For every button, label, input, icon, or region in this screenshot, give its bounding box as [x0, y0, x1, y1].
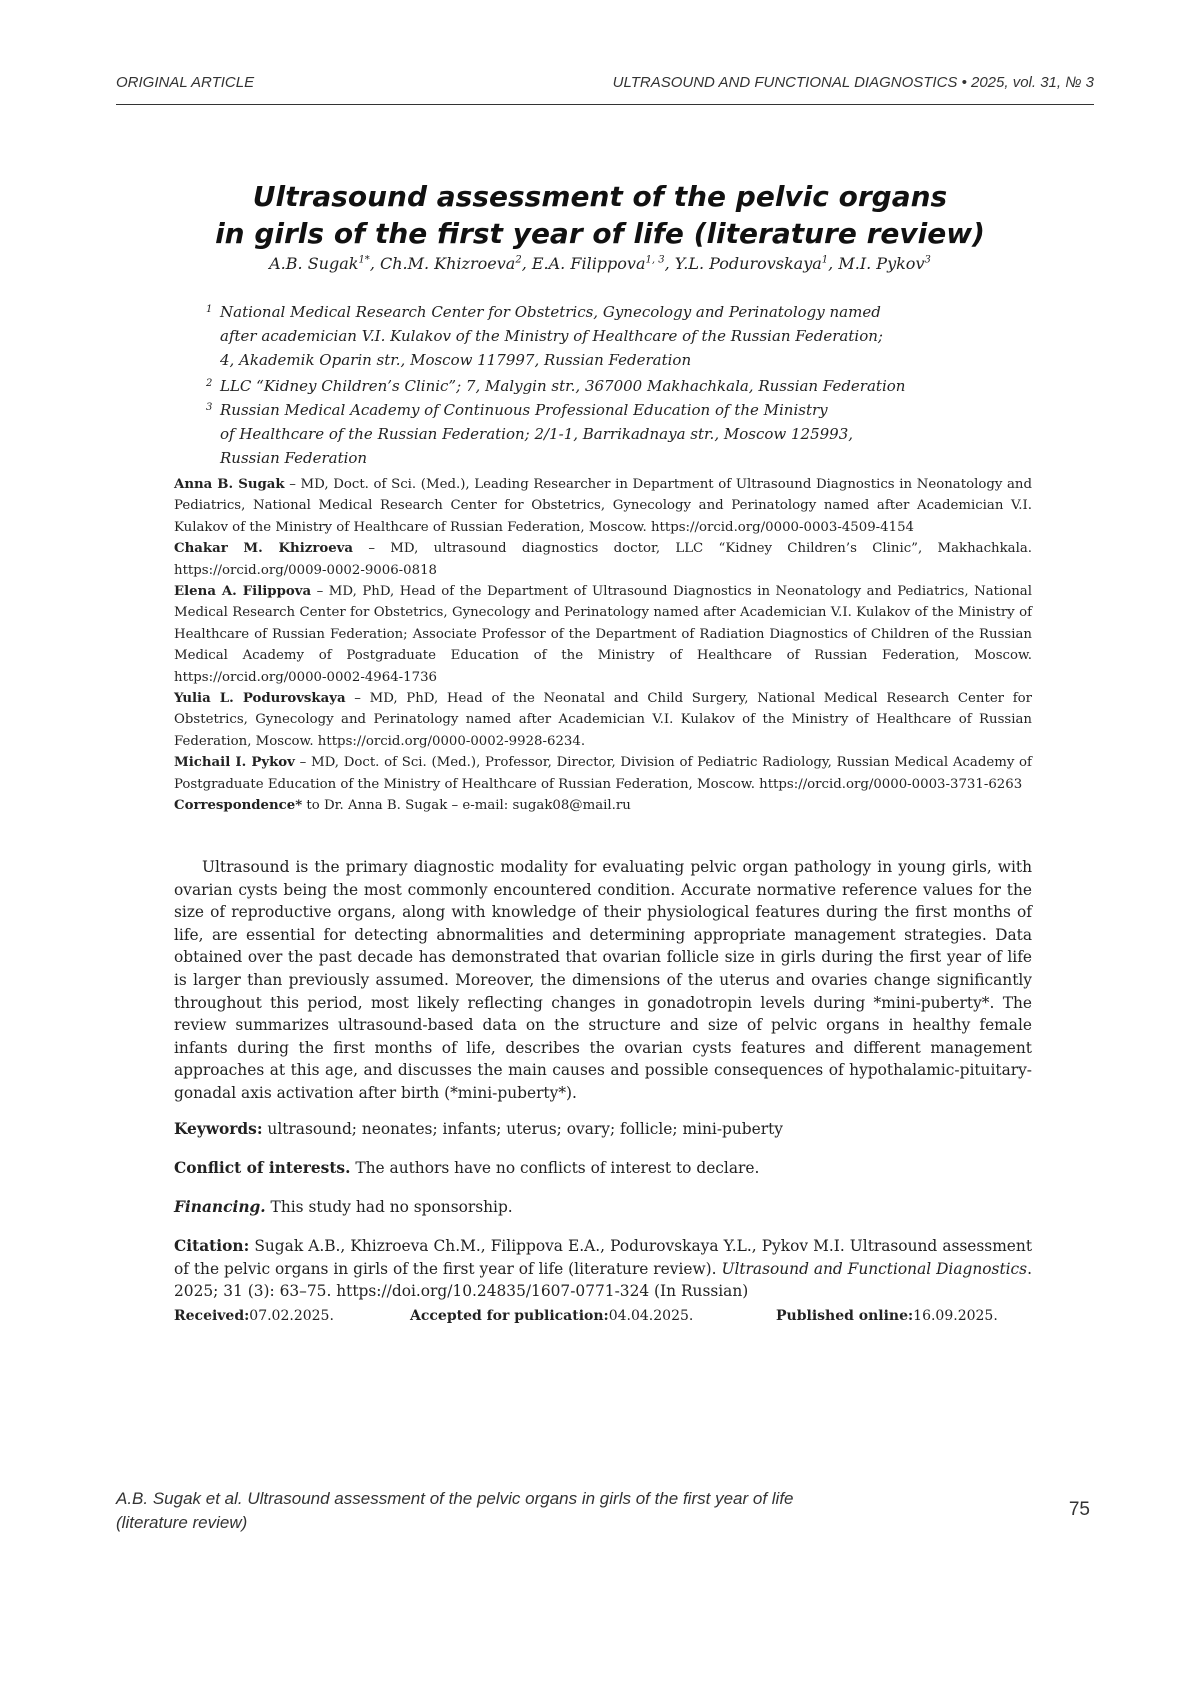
keywords-label: Keywords:: [174, 1120, 263, 1138]
title-line-2: in girls of the first year of life (literature review): [0, 215, 1200, 252]
author: E.A. Filippova: [532, 254, 646, 273]
bio-name: Michail I. Pykov: [174, 755, 295, 770]
affiliation-line: Russian Federation: [220, 446, 1020, 470]
author-sup: 1, 3: [646, 255, 665, 266]
correspondence: [174, 795, 1032, 816]
bio-name: Yulia L. Podurovskaya: [174, 691, 346, 706]
affiliation-3: [220, 398, 1020, 470]
conflict-text: The authors have no conflicts of interest to declare.: [350, 1159, 759, 1177]
bio-text: – MD, PhD, Head of the Neonatal and Child Surgery, National Medical Research Center for Obstetrics, Gynecology and Perinatology named after Academician V.I. Kulakov of the Ministry of Healthcare of Russian Federation, Moscow. https://orcid.org/0000-0002-9928-6234.: [174, 691, 1032, 749]
bio-text: – MD, Doct. of Sci. (Med.), Professor, Director, Division of Pediatric Radiology, Russian Medical Academy of Postgraduate Education of the Ministry of Healthcare of Russian Federation, Moscow. https://orcid.org/0000-0003-3731-6263: [174, 755, 1032, 791]
bio-text: – MD, Doct. of Sci. (Med.), Leading Researcher in Department of Ultrasound Diagnostics in Neonatology and Pediatrics, National Medical Research Center for Obstetrics, Gynecology and Perinatology named after Academician V.I. Kulakov of the Ministry of Healthcare of Russian Federation, Moscow. https://orcid.org/0000-0003-4509-4154: [174, 477, 1032, 535]
received-value: 07.02.2025.: [249, 1308, 334, 1324]
financing-text: This study had no sponsorship.: [266, 1198, 513, 1216]
citation-text-tail: . 2025; 31 (3): 63–75. https://doi.org/10.24835/1607-0771-324 (In Russian): [174, 1260, 1032, 1301]
affiliation-number: 3: [206, 396, 212, 420]
affiliation-number: 1: [206, 298, 212, 322]
citation: [174, 1235, 1032, 1303]
author-sup: 3: [924, 255, 930, 266]
footer-line-2: (literature review): [116, 1511, 794, 1535]
published-value: 16.09.2025.: [913, 1308, 998, 1324]
affiliation-line: of Healthcare of the Russian Federation; 2/1-1, Barrikadnaya str., Moscow 125993,: [220, 422, 1020, 446]
author-sup: 1: [822, 255, 828, 266]
citation-journal: Ultrasound and Functional Diagnostics: [721, 1260, 1027, 1278]
financing: [174, 1196, 1032, 1219]
correspondence-label: Correspondence*: [174, 798, 302, 813]
bio-name: Elena A. Filippova: [174, 584, 311, 599]
accepted-label: Accepted for publication:: [410, 1308, 609, 1324]
author: Y.L. Podurovskaya: [675, 254, 822, 273]
published-date: [776, 1308, 913, 1324]
received-label: Received:: [174, 1308, 249, 1324]
affiliation-number: 2: [206, 372, 212, 396]
accepted-value: 04.04.2025.: [609, 1308, 694, 1324]
running-footer: [116, 1487, 794, 1535]
citation-text: Sugak A.B., Khizroeva Ch.M., Filippova E.A., Podurovskaya Y.L., Pykov M.I. Ultrasound assessment of the pelvic organs in girls of the first year of life (literature review).: [174, 1237, 1032, 1278]
author: A.B. Sugak: [269, 254, 358, 273]
author: M.I. Pykov: [838, 254, 924, 273]
received-date: [174, 1308, 249, 1324]
bio: [174, 752, 1032, 795]
bio-text: – MD, PhD, Head of the Department of Ultrasound Diagnostics in Neonatology and Pediatrics, National Medical Research Center for Obstetrics, Gynecology and Perinatology named after Academician V.I. Kulakov of the Ministry of Healthcare of Russian Federation; Associate Professor of the Department of Radiation Diagnostics of Children of the Russian Medical Academy of Postgraduate Education of the Ministry of Healthcare of Russian Federation, Moscow. https://orcid.org/0000-0002-4964-1736: [174, 584, 1032, 685]
bio: [174, 581, 1032, 688]
author: Ch.M. Khizroeva: [380, 254, 515, 273]
keywords-text: ultrasound; neonates; infants; uterus; ovary; follicle; mini-puberty: [263, 1120, 783, 1138]
bio-text: – MD, ultrasound diagnostics doctor, LLC “Kidney Children’s Clinic”, Makhachkala. https://orcid.org/0009-0002-9006-0818: [174, 541, 1032, 577]
page-number: 75: [1069, 1499, 1090, 1521]
article-title: [0, 178, 1200, 252]
affiliation-line: after academician V.I. Kulakov of the Ministry of Healthcare of the Russian Federation;: [220, 324, 1020, 348]
article-type: ORIGINAL ARTICLE: [116, 74, 254, 91]
affiliation-2: [220, 374, 1020, 398]
author-bios: [174, 474, 1032, 817]
author-sup: 1*: [358, 255, 369, 266]
citation-label: Citation:: [174, 1237, 249, 1255]
keywords: [174, 1118, 1032, 1141]
affiliation-1: [220, 300, 1020, 372]
abstract: Ultrasound is the primary diagnostic modality for evaluating pelvic organ pathology in young girls, with ovarian cysts being the most commonly encountered condition. Accurate normative reference values for the size of reproductive organs, along with knowledge of their physiological features during the first months of life, are essential for detecting abnormalities and determining appropriate management strategies. Data obtained over the past decade has demonstrated that ovarian follicle size in girls during the first year of life is larger than previously assumed. Moreover, the dimensions of the uterus and ovaries change significantly throughout this period, most likely reflecting changes in gonadotropin levels during *mini-puberty*. The review summarizes ultrasound-based data on the structure and size of pelvic organs in healthy female infants during the first months of life, describes the ovarian cysts features and different management approaches at this age, and discusses the main causes and possible consequences of hypothalamic-pituitary-gonadal axis activation after birth (*mini-puberty*).: [174, 856, 1032, 1105]
affiliation-line: Russian Medical Academy of Continuous Professional Education of the Ministry: [220, 398, 1020, 422]
conflict-of-interests: [174, 1157, 1032, 1180]
affiliation-line: LLC “Kidney Children’s Clinic”; 7, Malygin str., 367000 Makhachkala, Russian Federation: [220, 374, 1020, 398]
financing-label: Financing.: [174, 1198, 266, 1216]
author-sup: 2: [515, 255, 521, 266]
bio: [174, 538, 1032, 581]
affiliation-line: National Medical Research Center for Obstetrics, Gynecology and Perinatology named: [220, 300, 1020, 324]
journal-issue: ULTRASOUND AND FUNCTIONAL DIAGNOSTICS • 2025, vol. 31, № 3: [613, 74, 1094, 91]
running-header: [116, 74, 1094, 105]
title-line-1: Ultrasound assessment of the pelvic organs: [0, 178, 1200, 215]
conflict-label: Conflict of interests.: [174, 1159, 350, 1177]
affiliation-line: 4, Akademik Oparin str., Moscow 117997, Russian Federation: [220, 348, 1020, 372]
footer-line-1: A.B. Sugak et al. Ultrasound assessment of the pelvic organs in girls of the first year of life: [116, 1487, 794, 1511]
accepted-date: [410, 1308, 609, 1324]
author-list: A.B. Sugak1*, Ch.M. Khizroeva2, E.A. Filippova1, 3, Y.L. Podurovskaya1, M.I. Pykov3: [0, 254, 1200, 273]
published-label: Published online:: [776, 1308, 913, 1324]
bio: [174, 688, 1032, 752]
bio-name: Anna B. Sugak: [174, 477, 285, 492]
bio: [174, 474, 1032, 538]
correspondence-text: to Dr. Anna B. Sugak – e-mail: sugak08@mail.ru: [302, 798, 631, 813]
bio-name: Chakar M. Khizroeva: [174, 541, 353, 556]
